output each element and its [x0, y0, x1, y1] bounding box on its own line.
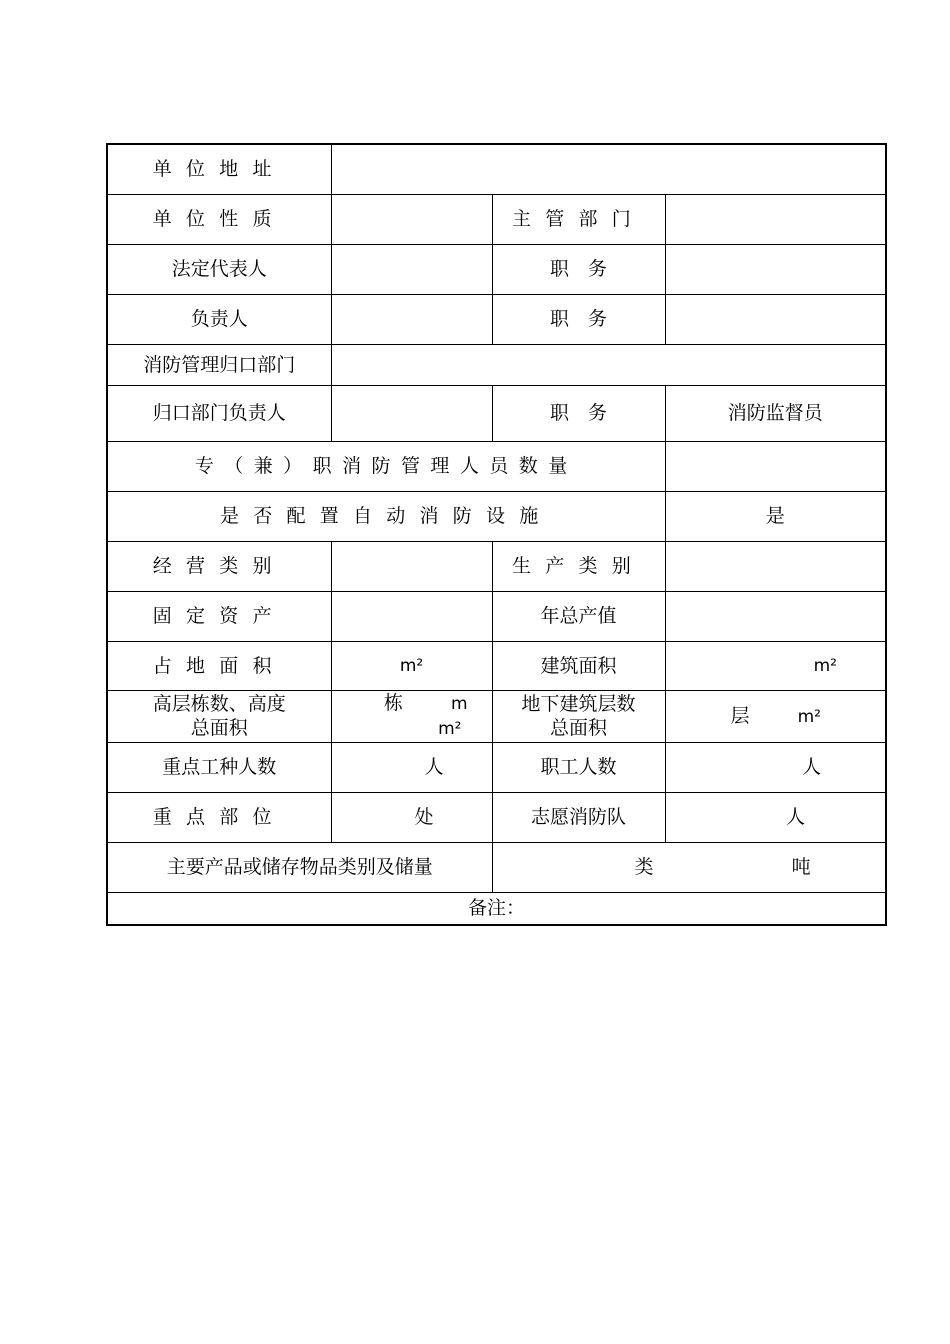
- row-remarks: [107, 892, 886, 925]
- label-remarks: 备注：: [467, 897, 525, 920]
- unit-sqm: m²: [797, 706, 821, 727]
- field-unit-nature[interactable]: [331, 194, 492, 244]
- row-highrise: [107, 690, 886, 742]
- field-building-area[interactable]: [665, 641, 886, 690]
- field-key-workers[interactable]: [331, 742, 492, 792]
- row-assets: [107, 591, 886, 641]
- label-employee-count: 职工人数: [492, 742, 665, 792]
- label-fixed-assets: 固定资产: [107, 591, 331, 641]
- field-fixed-assets[interactable]: [331, 591, 492, 641]
- label-unit-nature: 单位性质: [107, 194, 331, 244]
- unit-places: 处: [414, 806, 434, 828]
- unit-sqm: m²: [399, 656, 424, 676]
- label-staff-count: 专（兼）职消防管理人员数量: [107, 441, 665, 491]
- label-underground-line1: 地下建筑层数: [521, 693, 636, 715]
- label-legal-rep-title: 职 务: [492, 244, 665, 294]
- label-building-area: 建筑面积: [492, 641, 665, 690]
- field-highrise[interactable]: [331, 690, 492, 742]
- unit-sqm: m²: [438, 719, 462, 739]
- unit-meters: m: [450, 694, 468, 714]
- field-annual-output[interactable]: [665, 591, 886, 641]
- field-responsible[interactable]: [331, 294, 492, 344]
- label-underground: [492, 690, 665, 742]
- row-area: [107, 641, 886, 690]
- row-products: [107, 842, 886, 892]
- field-underground[interactable]: [665, 690, 886, 742]
- field-dept-head-title[interactable]: 消防监督员: [665, 385, 886, 441]
- label-fire-dept: 消防管理归口部门: [107, 344, 331, 385]
- label-auto-facility: 是否配置自动消防设施: [107, 491, 665, 541]
- label-highrise: [107, 690, 331, 742]
- row-key-workers: [107, 742, 886, 792]
- unit-tons: 吨: [791, 856, 811, 878]
- row-business: [107, 541, 886, 591]
- field-business-type[interactable]: [331, 541, 492, 591]
- field-legal-rep[interactable]: [331, 244, 492, 294]
- field-responsible-title[interactable]: [665, 294, 886, 344]
- field-legal-rep-title[interactable]: [665, 244, 886, 294]
- label-responsible-title: 职 务: [492, 294, 665, 344]
- field-land-area[interactable]: [331, 641, 492, 690]
- label-key-workers: 重点工种人数: [107, 742, 331, 792]
- field-volunteer-team[interactable]: [665, 792, 886, 842]
- unit-persons: 人: [785, 806, 805, 828]
- label-volunteer-team: 志愿消防队: [492, 792, 665, 842]
- label-key-parts: 重点部位: [107, 792, 331, 842]
- field-key-parts[interactable]: [331, 792, 492, 842]
- row-legal-rep: [107, 244, 886, 294]
- field-auto-facility[interactable]: 是: [665, 491, 886, 541]
- unit-persons: 人: [801, 756, 821, 778]
- unit-sqm: m²: [813, 656, 837, 676]
- label-land-area: 占地面积: [107, 641, 331, 690]
- label-supervising-dept: 主管部门: [492, 194, 665, 244]
- unit-categories: 类: [634, 856, 654, 878]
- label-dept-head-title: 职 务: [492, 385, 665, 441]
- field-employee-count[interactable]: [665, 742, 886, 792]
- label-legal-rep: 法定代表人: [107, 244, 331, 294]
- field-products[interactable]: [492, 842, 886, 892]
- label-production-type: 生产类别: [492, 541, 665, 591]
- row-fire-dept: [107, 344, 886, 385]
- unit-floors: 层: [730, 704, 750, 727]
- label-business-type: 经营类别: [107, 541, 331, 591]
- label-highrise-line2: 总面积: [190, 717, 248, 739]
- label-dept-head: 归口部门负责人: [107, 385, 331, 441]
- unit-persons: 人: [424, 756, 444, 778]
- unit-buildings: 栋: [383, 692, 403, 714]
- field-staff-count[interactable]: [665, 441, 886, 491]
- field-dept-head[interactable]: [331, 385, 492, 441]
- row-auto-facility: [107, 491, 886, 541]
- field-remarks[interactable]: [107, 892, 886, 925]
- label-products: 主要产品或储存物品类别及储量: [107, 842, 492, 892]
- row-staff-count: [107, 441, 886, 491]
- label-highrise-line1: 高层栋数、高度: [152, 693, 286, 715]
- label-unit-address: 单位地址: [107, 144, 331, 194]
- field-production-type[interactable]: [665, 541, 886, 591]
- fire-safety-unit-form: [106, 143, 887, 926]
- field-supervising-dept[interactable]: [665, 194, 886, 244]
- row-unit-address: [107, 144, 886, 194]
- row-responsible: [107, 294, 886, 344]
- row-dept-head: [107, 385, 886, 441]
- row-unit-nature: [107, 194, 886, 244]
- row-key-parts: [107, 792, 886, 842]
- label-underground-line2: 总面积: [549, 717, 607, 739]
- label-responsible: 负责人: [107, 294, 331, 344]
- label-annual-output: 年总产值: [492, 591, 665, 641]
- field-unit-address[interactable]: [331, 144, 886, 194]
- field-fire-dept[interactable]: [331, 344, 886, 385]
